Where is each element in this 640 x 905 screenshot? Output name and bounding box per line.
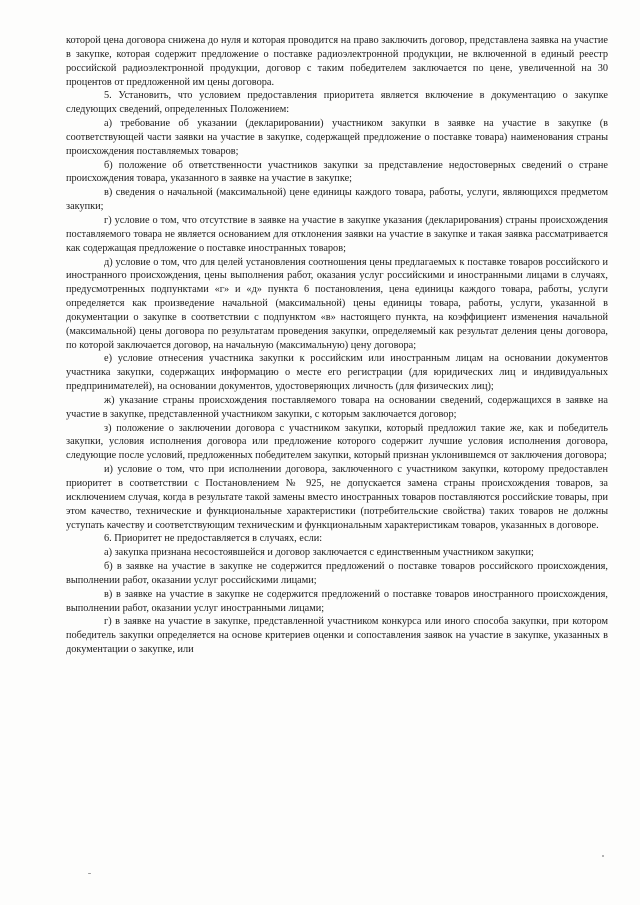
paragraph-item-6: 6. Приоритет не предоставляется в случаях, если: [104,533,323,545]
paragraph-6a: а) закупка признана несостоявшейся и договор заключается с единственным участником закупки; [104,547,534,559]
scan-speck [602,855,604,857]
paragraph-6b: б) в заявке на участие в закупке не содержится предложений о поставке товаров российского происхождения, выполнении работ, оказании услуг российскими лицами; [66,561,608,586]
paragraph-6v: в) в заявке на участие в закупке не содержится предложений о поставке товаров иностранного происхождения, выполнении работ, оказании услуг иностранными лицами; [66,588,608,614]
paragraph-5v: в) сведения о начальной (максимальной) цене единицы каждого товара, работы, услуги, являющихся предметом закупки; [66,187,608,213]
paragraph-5b: б) положение об ответственности участников закупки за представление недостоверных сведений о стране происхождения товара, указанного в заявке на участие в закупке; [66,159,608,185]
paragraph-5zh: ж) указание страны происхождения поставляемого товара на основании сведений, содержащихся в заявке на участие в закупке, представленной участником закупки, с которым заключается договор; [66,394,608,420]
paragraph-5g: г) условие о том, что отсутствие в заявке на участие в закупке указания (декларирования) страны происхождения поставляемого товара не является основанием для отклонения заявки на участие в закупке и такая заявка рассматривается как содержащая предложение о поставке иностранных товаров; [66,214,608,254]
paragraph-5d: д) условие о том, что для целей установления соотношения цены предлагаемых к поставке товаров российского и иностранного происхождения, цены выполнения работ, оказания услуг российскими и иностранными лицами в случаях, предусмотренных подпунктами «г» и «д» пункта 6 постановления, цена единицы каждого товара, работы, услуги определяется как произведение начальной (максимальной) цены единицы товара, работы, услуги, указанной в документации о закупке в соответствии с подпунктом «в» настоящего пункта, на коэффициент изменения начальной (максимальной) цены договора по результатам проведения закупки, определяемый как результат деления цены договора, по которой заключается договор, на начальную (максимальную) цену договора; [66,256,608,351]
scan-speck [88,873,91,874]
paragraph-5z: з) положение о заключении договора с участником закупки, который предложил такие же, как и победитель закупки, условия исполнения договора или предложение которого содержит лучшие условия исполнения договора, следующие после условий, предложенных победителем закупки, который признан уклонившемся от заключения договора; [66,422,608,462]
paragraph-6g: г) в заявке на участие в закупке, представленной участником конкурса или иного способа закупки, при котором победитель закупки определяется на основе критериев оценки и сопоставления заявок на участие в закупке, указанных в документации о закупке, или [66,616,608,656]
paragraph-5a: а) требование об указании (декларировании) участником закупки в заявке на участие в закупке (в соответствующей части заявки на участие в закупке, содержащей предложение о поставке товара) наименования страны происхождения поставляемых товаров; [66,118,608,157]
paragraph-5i: и) условие о том, что при исполнении договора, заключенного с участником закупки, которому предоставлен приоритет в соответствии с Постановлением № 925, не допускается замена страны происхождения товаров, за исключением случая, когда в результате такой замены вместо иностранных товаров поставляются российские товары, при этом качество, технические и функциональные характеристики (потребительские свойства) таких товаров не должны уступать качеству и соответствующим техническим и функциональным характеристикам товаров, указанных в договоре. [66,464,608,531]
paragraph-continuation: которой цена договора снижена до нуля и которая проводится на право заключить договор, представлена заявка на участие в закупке, которая содержит предложение о поставке радиоэлектронной продукции, не включенной в единый реестр российской радиоэлектронной продукции, договор с таким победителем заключается по цене, увеличенной на 30 процентов от предложенной им цены договора. [66,35,608,88]
paragraph-item-5: 5. Установить, что условием предоставления приоритета является включение в документацию о закупке следующих сведений, определенных Положением: [66,90,608,116]
paragraph-5e: е) условие отнесения участника закупки к российским или иностранным лицам на основании документов участника закупки, содержащих информацию о месте его регистрации (для юридических лиц и индивидуальных предпринимателей), на основании документов, удостоверяющих личность (для физических лиц); [66,353,608,393]
document-body [66,34,608,657]
